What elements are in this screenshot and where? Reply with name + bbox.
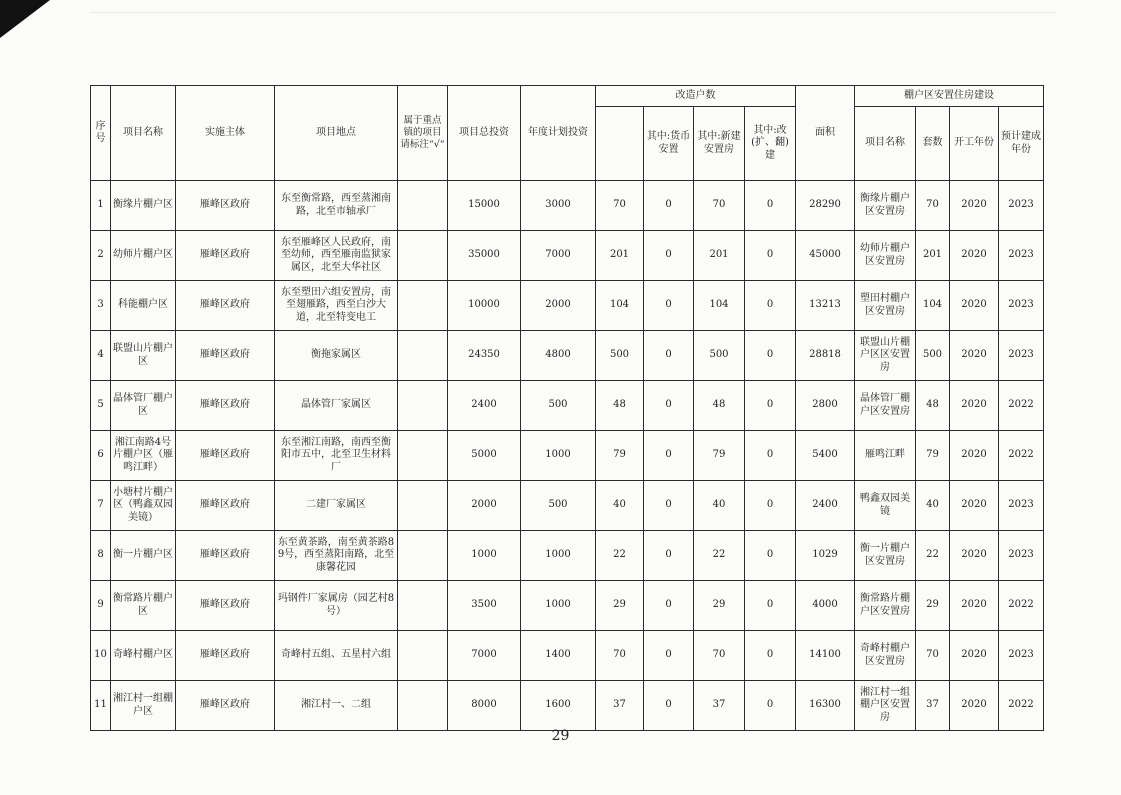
cell-area: 5400: [796, 431, 855, 481]
cell-no: 8: [91, 531, 111, 581]
cell-households: 37: [596, 681, 644, 731]
header-key-town: 属于重点镇的项目请标注“√“: [398, 86, 448, 181]
cell-total: 24350: [448, 331, 521, 381]
table-row: [91, 331, 1044, 381]
cell-units: 29: [916, 581, 950, 631]
cell-rebuild: 0: [745, 331, 796, 381]
cell-finish: 2022: [999, 431, 1044, 481]
cell-units: 79: [916, 431, 950, 481]
cell-newhouse: 40: [694, 481, 745, 531]
cell-households: 104: [596, 281, 644, 331]
cell-monetary: 0: [644, 531, 694, 581]
cell-start: 2020: [950, 281, 999, 331]
cell-annual: 7000: [521, 231, 596, 281]
cell-start: 2020: [950, 481, 999, 531]
cell-finish: 2023: [999, 281, 1044, 331]
cell-area: 28290: [796, 181, 855, 231]
header-monetary: 其中:货币安置: [644, 107, 694, 181]
cell-total: 8000: [448, 681, 521, 731]
cell-units: 48: [916, 381, 950, 431]
cell-location: 东至雁峰区人民政府，南至幼师，西至雁南监狱家属区，北至大华社区: [275, 231, 398, 281]
cell-total: 35000: [448, 231, 521, 281]
header-households: [596, 107, 644, 181]
cell-finish: 2022: [999, 681, 1044, 731]
cell-units: 37: [916, 681, 950, 731]
cell-households: 70: [596, 181, 644, 231]
cell-rebuild: 0: [745, 281, 796, 331]
cell-rebuild: 0: [745, 231, 796, 281]
cell-finish: 2022: [999, 381, 1044, 431]
cell-name: 幼师片棚户区: [111, 231, 176, 281]
cell-rebuild: 0: [745, 181, 796, 231]
cell-area: 1029: [796, 531, 855, 581]
cell-location: 二建厂家属区: [275, 481, 398, 531]
cell-monetary: 0: [644, 181, 694, 231]
cell-key: [398, 581, 448, 631]
cell-no: 6: [91, 431, 111, 481]
cell-no: 3: [91, 281, 111, 331]
cell-annual: 4800: [521, 331, 596, 381]
cell-location: 东至塑田六组安置房，南至翅雁路，西至白沙大道，北至特变电工: [275, 281, 398, 331]
cell-key: [398, 281, 448, 331]
header-no: 序号: [91, 86, 111, 181]
cell-start: 2020: [950, 381, 999, 431]
cell-monetary: 0: [644, 331, 694, 381]
cell-rname: 湘江村一组棚户区安置房: [855, 681, 916, 731]
cell-no: 1: [91, 181, 111, 231]
cell-name: 小塘村片棚户区（鸭鑫双园美镜）: [111, 481, 176, 531]
cell-name: 湘江南路4号片棚户区（雁鸣江畔）: [111, 431, 176, 481]
cell-rname: 衡常路片棚户区安置房: [855, 581, 916, 631]
cell-no: 9: [91, 581, 111, 631]
cell-start: 2020: [950, 581, 999, 631]
scan-top-line: [90, 12, 1057, 13]
cell-annual: 2000: [521, 281, 596, 331]
cell-agency: 雁峰区政府: [176, 631, 275, 681]
cell-rebuild: 0: [745, 681, 796, 731]
cell-name: 晶体管厂棚户区: [111, 381, 176, 431]
cell-start: 2020: [950, 631, 999, 681]
cell-agency: 雁峰区政府: [176, 381, 275, 431]
cell-agency: 雁峰区政府: [176, 531, 275, 581]
cell-annual: 3000: [521, 181, 596, 231]
cell-name: 衡一片棚户区: [111, 531, 176, 581]
cell-start: 2020: [950, 681, 999, 731]
cell-start: 2020: [950, 181, 999, 231]
cell-units: 40: [916, 481, 950, 531]
cell-start: 2020: [950, 531, 999, 581]
cell-annual: 1000: [521, 431, 596, 481]
cell-monetary: 0: [644, 581, 694, 631]
cell-finish: 2023: [999, 531, 1044, 581]
cell-households: 40: [596, 481, 644, 531]
table-row: [91, 181, 1044, 231]
header-finish-year: 预计建成年份: [999, 107, 1044, 181]
table-row: [91, 381, 1044, 431]
cell-monetary: 0: [644, 381, 694, 431]
cell-total: 1000: [448, 531, 521, 581]
cell-newhouse: 500: [694, 331, 745, 381]
cell-rebuild: 0: [745, 631, 796, 681]
cell-rebuild: 0: [745, 431, 796, 481]
cell-rebuild: 0: [745, 531, 796, 581]
header-new-housing: 其中:新建安置房: [694, 107, 745, 181]
cell-location: 东至衡常路，西至蒸湘南路，北至市轴承厂: [275, 181, 398, 231]
cell-total: 3500: [448, 581, 521, 631]
cell-annual: 1000: [521, 531, 596, 581]
header-renovation-households: 改造户数: [596, 86, 796, 107]
cell-name: 科能棚户区: [111, 281, 176, 331]
cell-key: [398, 481, 448, 531]
cell-rebuild: 0: [745, 481, 796, 531]
table-row: [91, 581, 1044, 631]
cell-newhouse: 22: [694, 531, 745, 581]
cell-key: [398, 431, 448, 481]
cell-area: 14100: [796, 631, 855, 681]
cell-key: [398, 531, 448, 581]
cell-location: 东至黄茶路，南至黄茶路89号，西至蒸阳南路，北至康馨花园: [275, 531, 398, 581]
cell-total: 2400: [448, 381, 521, 431]
cell-agency: 雁峰区政府: [176, 481, 275, 531]
cell-newhouse: 48: [694, 381, 745, 431]
table-row: [91, 431, 1044, 481]
cell-rname: 塑田村棚户区安置房: [855, 281, 916, 331]
cell-households: 500: [596, 331, 644, 381]
cell-agency: 雁峰区政府: [176, 181, 275, 231]
header-rebuild: 其中:改(扩、翻)建: [745, 107, 796, 181]
cell-households: 22: [596, 531, 644, 581]
cell-rebuild: 0: [745, 381, 796, 431]
cell-area: 2400: [796, 481, 855, 531]
cell-newhouse: 104: [694, 281, 745, 331]
cell-no: 10: [91, 631, 111, 681]
cell-rname: 衡缘片棚户区安置房: [855, 181, 916, 231]
cell-agency: 雁峰区政府: [176, 231, 275, 281]
table-row: [91, 531, 1044, 581]
cell-annual: 1000: [521, 581, 596, 631]
cell-newhouse: 79: [694, 431, 745, 481]
cell-key: [398, 681, 448, 731]
cell-total: 2000: [448, 481, 521, 531]
cell-units: 70: [916, 631, 950, 681]
table-row: [91, 481, 1044, 531]
cell-name: 联盟山片棚户区: [111, 331, 176, 381]
cell-area: 4000: [796, 581, 855, 631]
cell-location: 衡拖家属区: [275, 331, 398, 381]
header-row-top: [91, 86, 1044, 107]
header-units: 套数: [916, 107, 950, 181]
cell-key: [398, 331, 448, 381]
header-resettlement-construction: 棚户区安置住房建设: [855, 86, 1044, 107]
cell-location: 湘江村一、二组: [275, 681, 398, 731]
cell-monetary: 0: [644, 481, 694, 531]
cell-area: 45000: [796, 231, 855, 281]
cell-no: 11: [91, 681, 111, 731]
header-area: 面积: [796, 86, 855, 181]
cell-rebuild: 0: [745, 581, 796, 631]
cell-total: 7000: [448, 631, 521, 681]
cell-newhouse: 70: [694, 181, 745, 231]
cell-newhouse: 29: [694, 581, 745, 631]
cell-finish: 2022: [999, 581, 1044, 631]
scan-corner-mark: [0, 0, 50, 38]
cell-monetary: 0: [644, 631, 694, 681]
cell-total: 5000: [448, 431, 521, 481]
cell-households: 48: [596, 381, 644, 431]
header-start-year: 开工年份: [950, 107, 999, 181]
cell-area: 16300: [796, 681, 855, 731]
cell-name: 湘江村一组棚户区: [111, 681, 176, 731]
cell-newhouse: 70: [694, 631, 745, 681]
cell-households: 70: [596, 631, 644, 681]
table-row: [91, 631, 1044, 681]
table-row: [91, 231, 1044, 281]
cell-rname: 衡一片棚户区安置房: [855, 531, 916, 581]
cell-units: 500: [916, 331, 950, 381]
cell-households: 79: [596, 431, 644, 481]
table-row: [91, 681, 1044, 731]
cell-agency: 雁峰区政府: [176, 431, 275, 481]
cell-rname: 晶体管厂棚户区安置房: [855, 381, 916, 431]
cell-annual: 1400: [521, 631, 596, 681]
cell-rname: 幼师片棚户区安置房: [855, 231, 916, 281]
cell-key: [398, 381, 448, 431]
cell-units: 70: [916, 181, 950, 231]
cell-units: 201: [916, 231, 950, 281]
cell-total: 15000: [448, 181, 521, 231]
cell-key: [398, 631, 448, 681]
cell-no: 7: [91, 481, 111, 531]
cell-name: 衡常路片棚户区: [111, 581, 176, 631]
cell-key: [398, 181, 448, 231]
cell-annual: 500: [521, 381, 596, 431]
cell-agency: 雁峰区政府: [176, 581, 275, 631]
cell-newhouse: 37: [694, 681, 745, 731]
cell-finish: 2023: [999, 331, 1044, 381]
cell-area: 13213: [796, 281, 855, 331]
cell-rname: 鸭鑫双园美镜: [855, 481, 916, 531]
cell-rname: 雁鸣江畔: [855, 431, 916, 481]
cell-annual: 500: [521, 481, 596, 531]
cell-agency: 雁峰区政府: [176, 681, 275, 731]
cell-name: 奇峰村棚户区: [111, 631, 176, 681]
cell-finish: 2023: [999, 231, 1044, 281]
cell-units: 22: [916, 531, 950, 581]
cell-agency: 雁峰区政府: [176, 331, 275, 381]
header-name: 项目名称: [111, 86, 176, 181]
cell-rname: 联盟山片棚户区区安置房: [855, 331, 916, 381]
cell-newhouse: 201: [694, 231, 745, 281]
cell-area: 2800: [796, 381, 855, 431]
cell-annual: 1600: [521, 681, 596, 731]
page-number: 29: [551, 728, 570, 744]
cell-no: 5: [91, 381, 111, 431]
cell-location: 玛钢件厂家属房（园艺村8号）: [275, 581, 398, 631]
cell-finish: 2023: [999, 481, 1044, 531]
cell-agency: 雁峰区政府: [176, 281, 275, 331]
cell-units: 104: [916, 281, 950, 331]
project-table: [90, 85, 1044, 731]
cell-monetary: 0: [644, 281, 694, 331]
cell-location: 晶体管厂家属区: [275, 381, 398, 431]
cell-rname: 奇峰村棚户区安置房: [855, 631, 916, 681]
header-total-investment: 项目总投资: [448, 86, 521, 181]
cell-name: 衡缘片棚户区: [111, 181, 176, 231]
cell-start: 2020: [950, 431, 999, 481]
cell-monetary: 0: [644, 231, 694, 281]
cell-no: 4: [91, 331, 111, 381]
cell-total: 10000: [448, 281, 521, 331]
cell-finish: 2023: [999, 181, 1044, 231]
cell-start: 2020: [950, 231, 999, 281]
cell-no: 2: [91, 231, 111, 281]
header-resettlement-name: 项目名称: [855, 107, 916, 181]
header-agency: 实施主体: [176, 86, 275, 181]
cell-key: [398, 231, 448, 281]
cell-location: 东至湘江南路，南西至衡阳市五中，北至卫生材料厂: [275, 431, 398, 481]
cell-start: 2020: [950, 331, 999, 381]
table-body: [91, 181, 1044, 731]
header-location: 项目地点: [275, 86, 398, 181]
header-annual-investment: 年度计划投资: [521, 86, 596, 181]
cell-monetary: 0: [644, 681, 694, 731]
cell-finish: 2023: [999, 631, 1044, 681]
cell-location: 奇峰村五组、五星村六组: [275, 631, 398, 681]
cell-households: 29: [596, 581, 644, 631]
cell-monetary: 0: [644, 431, 694, 481]
cell-area: 28818: [796, 331, 855, 381]
cell-households: 201: [596, 231, 644, 281]
table-row: [91, 281, 1044, 331]
